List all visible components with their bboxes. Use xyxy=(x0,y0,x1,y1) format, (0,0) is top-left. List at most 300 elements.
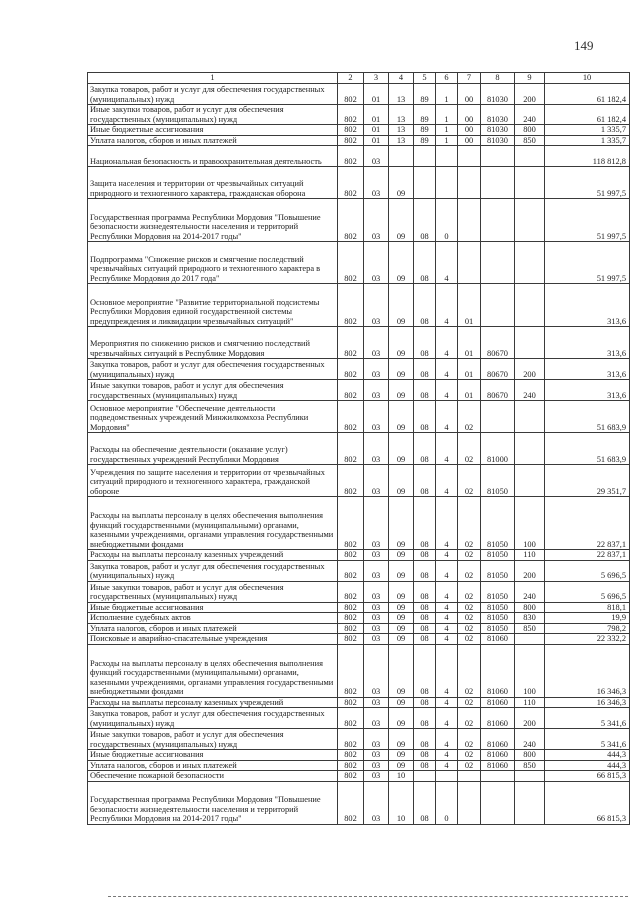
ministry-code: 802 xyxy=(338,560,364,581)
table-row xyxy=(88,771,630,782)
direction-code xyxy=(481,284,515,327)
amount: 19,9 xyxy=(545,613,630,624)
direction-code xyxy=(481,242,515,284)
program-code: 08 xyxy=(414,708,436,729)
subsection-code: 09 xyxy=(389,327,414,359)
table-row xyxy=(88,327,630,359)
table-row xyxy=(88,560,630,581)
amount: 313,6 xyxy=(545,284,630,327)
section-code: 03 xyxy=(364,781,389,824)
activity-code: 02 xyxy=(458,623,481,634)
activity-code: 02 xyxy=(458,760,481,771)
amount: 798,2 xyxy=(545,623,630,634)
subsection-code: 10 xyxy=(389,771,414,782)
subsection-code: 09 xyxy=(389,750,414,761)
activity-code: 02 xyxy=(458,708,481,729)
direction-code: 81060 xyxy=(481,644,515,697)
amount: 1 335,7 xyxy=(545,135,630,146)
subsection-code: 09 xyxy=(389,380,414,401)
table-row xyxy=(88,708,630,729)
expense-type-code: 200 xyxy=(515,708,545,729)
program-code: 08 xyxy=(414,613,436,624)
subsection-code: 09 xyxy=(389,433,414,465)
amount: 16 346,3 xyxy=(545,644,630,697)
direction-code: 81060 xyxy=(481,708,515,729)
row-name: Расходы на обеспечение деятельности (оказание услуг) государственных учреждений Республики Мордовия xyxy=(88,433,338,465)
row-name: Мероприятия по снижению рисков и смягчению последствий чрезвычайных ситуаций в Республике Мордовия xyxy=(88,327,338,359)
amount: 5 696,5 xyxy=(545,581,630,602)
program-code: 08 xyxy=(414,327,436,359)
section-code: 03 xyxy=(364,433,389,465)
ministry-code: 802 xyxy=(338,602,364,613)
table-row xyxy=(88,550,630,561)
table-row xyxy=(88,199,630,242)
activity-code xyxy=(458,771,481,782)
subsection-code: 10 xyxy=(389,781,414,824)
activity-code: 00 xyxy=(458,125,481,136)
table-row xyxy=(88,634,630,645)
ministry-code: 802 xyxy=(338,613,364,624)
table-row xyxy=(88,105,630,125)
subsection-code: 09 xyxy=(389,697,414,708)
amount: 29 351,7 xyxy=(545,465,630,497)
activity-code: 02 xyxy=(458,581,481,602)
table-row xyxy=(88,380,630,401)
activity-code: 02 xyxy=(458,433,481,465)
subprogram-code: 4 xyxy=(436,401,458,433)
row-name: Закупка товаров, работ и услуг для обеспечения государственных (муниципальных) нужд xyxy=(88,359,338,380)
table-row xyxy=(88,284,630,327)
direction-code: 81050 xyxy=(481,560,515,581)
activity-code xyxy=(458,781,481,824)
direction-code: 81030 xyxy=(481,84,515,105)
program-code: 08 xyxy=(414,199,436,242)
ministry-code: 802 xyxy=(338,242,364,284)
amount: 313,6 xyxy=(545,359,630,380)
section-code: 03 xyxy=(364,771,389,782)
table-row xyxy=(88,146,630,167)
col-header-direction: 8 xyxy=(481,73,515,84)
subsection-code: 09 xyxy=(389,560,414,581)
table-row xyxy=(88,125,630,136)
ministry-code: 802 xyxy=(338,708,364,729)
row-name: Иные закупки товаров, работ и услуг для обеспечения государственных (муниципальных) нужд xyxy=(88,581,338,602)
row-name: Иные закупки товаров, работ и услуг для обеспечения государственных (муниципальных) нужд xyxy=(88,380,338,401)
row-name: Уплата налогов, сборов и иных платежей xyxy=(88,760,338,771)
activity-code: 02 xyxy=(458,550,481,561)
section-code: 03 xyxy=(364,581,389,602)
program-code: 08 xyxy=(414,433,436,465)
direction-code: 81060 xyxy=(481,729,515,750)
direction-code xyxy=(481,167,515,199)
section-code: 01 xyxy=(364,84,389,105)
direction-code: 80670 xyxy=(481,327,515,359)
program-code: 08 xyxy=(414,242,436,284)
section-code: 03 xyxy=(364,550,389,561)
expense-type-code: 850 xyxy=(515,760,545,771)
subprogram-code xyxy=(436,771,458,782)
col-header-amount: 10 xyxy=(545,73,630,84)
expense-type-code xyxy=(515,771,545,782)
expense-type-code: 240 xyxy=(515,380,545,401)
ministry-code: 802 xyxy=(338,167,364,199)
row-name: Иные бюджетные ассигнования xyxy=(88,125,338,136)
expense-type-code: 200 xyxy=(515,560,545,581)
expense-type-code: 110 xyxy=(515,697,545,708)
subsection-code: 09 xyxy=(389,167,414,199)
program-code xyxy=(414,167,436,199)
subprogram-code: 4 xyxy=(436,602,458,613)
ministry-code: 802 xyxy=(338,550,364,561)
section-code: 03 xyxy=(364,708,389,729)
table-row xyxy=(88,623,630,634)
expense-type-code xyxy=(515,781,545,824)
direction-code: 81050 xyxy=(481,497,515,550)
table-row xyxy=(88,697,630,708)
direction-code: 81050 xyxy=(481,602,515,613)
table-row xyxy=(88,242,630,284)
table-row xyxy=(88,465,630,497)
row-name: Защита населения и территории от чрезвычайных ситуаций природного и техногенного характера, гражданская оборона xyxy=(88,167,338,199)
activity-code: 02 xyxy=(458,560,481,581)
row-name: Государственная программа Республики Мордовия "Повышение безопасности жизнедеятельности населения и территорий Республики Мордовия на 2014-2017 годы" xyxy=(88,199,338,242)
activity-code: 00 xyxy=(458,84,481,105)
budget-table xyxy=(87,72,630,825)
table-row xyxy=(88,401,630,433)
amount: 61 182,4 xyxy=(545,84,630,105)
activity-code: 01 xyxy=(458,359,481,380)
amount: 5 341,6 xyxy=(545,708,630,729)
row-name: Иные закупки товаров, работ и услуг для обеспечения государственных (муниципальных) нужд xyxy=(88,729,338,750)
ministry-code: 802 xyxy=(338,760,364,771)
subsection-code: 09 xyxy=(389,550,414,561)
amount: 313,6 xyxy=(545,327,630,359)
amount: 51 683,9 xyxy=(545,433,630,465)
row-name: Учреждения по защите населения и территории от чрезвычайных ситуаций природного и техногенного характера, гражданской обороне xyxy=(88,465,338,497)
subprogram-code: 4 xyxy=(436,560,458,581)
table-row xyxy=(88,497,630,550)
row-name: Расходы на выплаты персоналу казенных учреждений xyxy=(88,550,338,561)
ministry-code: 802 xyxy=(338,84,364,105)
table-row xyxy=(88,781,630,824)
amount: 66 815,3 xyxy=(545,781,630,824)
row-name: Иные бюджетные ассигнования xyxy=(88,602,338,613)
subsection-code: 09 xyxy=(389,613,414,624)
subsection-code: 13 xyxy=(389,84,414,105)
amount: 5 341,6 xyxy=(545,729,630,750)
program-code: 89 xyxy=(414,84,436,105)
program-code: 08 xyxy=(414,729,436,750)
table-row xyxy=(88,359,630,380)
subsection-code: 09 xyxy=(389,708,414,729)
section-code: 03 xyxy=(364,634,389,645)
subsection-code: 09 xyxy=(389,760,414,771)
amount: 22 837,1 xyxy=(545,550,630,561)
subsection-code: 09 xyxy=(389,465,414,497)
subprogram-code: 4 xyxy=(436,327,458,359)
table-body xyxy=(88,84,630,825)
section-code: 03 xyxy=(364,750,389,761)
subprogram-code: 1 xyxy=(436,125,458,136)
ministry-code: 802 xyxy=(338,135,364,146)
expense-type-code: 850 xyxy=(515,623,545,634)
direction-code: 81060 xyxy=(481,760,515,771)
section-code: 03 xyxy=(364,644,389,697)
subsection-code: 13 xyxy=(389,125,414,136)
ministry-code: 802 xyxy=(338,781,364,824)
amount: 51 997,5 xyxy=(545,167,630,199)
expense-type-code: 240 xyxy=(515,105,545,125)
direction-code xyxy=(481,146,515,167)
direction-code xyxy=(481,771,515,782)
activity-code xyxy=(458,167,481,199)
section-code: 03 xyxy=(364,146,389,167)
row-name: Иные закупки товаров, работ и услуг для обеспечения государственных (муниципальных) нужд xyxy=(88,105,338,125)
direction-code: 81060 xyxy=(481,697,515,708)
direction-code xyxy=(481,401,515,433)
subsection-code: 09 xyxy=(389,623,414,634)
subprogram-code: 1 xyxy=(436,135,458,146)
expense-type-code: 240 xyxy=(515,729,545,750)
subsection-code: 13 xyxy=(389,135,414,146)
ministry-code: 802 xyxy=(338,359,364,380)
col-header-subsection: 4 xyxy=(389,73,414,84)
table-row xyxy=(88,760,630,771)
program-code: 08 xyxy=(414,602,436,613)
program-code xyxy=(414,146,436,167)
expense-type-code xyxy=(515,167,545,199)
ministry-code: 802 xyxy=(338,284,364,327)
activity-code: 02 xyxy=(458,697,481,708)
col-header-section: 3 xyxy=(364,73,389,84)
program-code: 08 xyxy=(414,560,436,581)
amount: 444,3 xyxy=(545,750,630,761)
subprogram-code: 4 xyxy=(436,634,458,645)
activity-code xyxy=(458,242,481,284)
row-name: Уплата налогов, сборов и иных платежей xyxy=(88,135,338,146)
activity-code: 00 xyxy=(458,105,481,125)
section-code: 03 xyxy=(364,242,389,284)
direction-code xyxy=(481,781,515,824)
ministry-code: 802 xyxy=(338,105,364,125)
subprogram-code: 4 xyxy=(436,760,458,771)
section-code: 01 xyxy=(364,125,389,136)
page-number: 149 xyxy=(574,38,594,53)
ministry-code: 802 xyxy=(338,771,364,782)
subprogram-code: 4 xyxy=(436,284,458,327)
activity-code: 01 xyxy=(458,284,481,327)
ministry-code: 802 xyxy=(338,327,364,359)
expense-type-code: 110 xyxy=(515,550,545,561)
expense-type-code: 830 xyxy=(515,613,545,624)
subprogram-code xyxy=(436,146,458,167)
amount: 118 812,8 xyxy=(545,146,630,167)
amount: 818,1 xyxy=(545,602,630,613)
direction-code: 81050 xyxy=(481,623,515,634)
direction-code: 80670 xyxy=(481,359,515,380)
subsection-code xyxy=(389,146,414,167)
row-name: Закупка товаров, работ и услуг для обеспечения государственных (муниципальных) нужд xyxy=(88,560,338,581)
col-header-ministry: 2 xyxy=(338,73,364,84)
row-name: Основное мероприятие "Развитие территориальной подсистемы Республики Мордовия единой государственной системы предупреждения и ликвидации чрезвычайных ситуаций" xyxy=(88,284,338,327)
header-row xyxy=(88,73,630,84)
amount: 22 837,1 xyxy=(545,497,630,550)
expense-type-code: 800 xyxy=(515,125,545,136)
subsection-code: 09 xyxy=(389,634,414,645)
section-code: 03 xyxy=(364,560,389,581)
program-code: 08 xyxy=(414,760,436,771)
direction-code: 81030 xyxy=(481,125,515,136)
activity-code: 01 xyxy=(458,380,481,401)
expense-type-code: 100 xyxy=(515,497,545,550)
ministry-code: 802 xyxy=(338,644,364,697)
col-header-expense-type: 9 xyxy=(515,73,545,84)
ministry-code: 802 xyxy=(338,581,364,602)
row-name: Расходы на выплаты персоналу казенных учреждений xyxy=(88,697,338,708)
expense-type-code xyxy=(515,465,545,497)
direction-code: 81050 xyxy=(481,550,515,561)
program-code: 08 xyxy=(414,781,436,824)
ministry-code: 802 xyxy=(338,146,364,167)
direction-code: 81060 xyxy=(481,750,515,761)
expense-type-code: 800 xyxy=(515,602,545,613)
amount: 51 683,9 xyxy=(545,401,630,433)
expense-type-code: 800 xyxy=(515,750,545,761)
subprogram-code: 4 xyxy=(436,242,458,284)
amount: 66 815,3 xyxy=(545,771,630,782)
direction-code: 81060 xyxy=(481,634,515,645)
row-name: Государственная программа Республики Мордовия "Повышение безопасности жизнедеятельности населения и территорий Республики Мордовия на 2014-2017 годы" xyxy=(88,781,338,824)
amount: 313,6 xyxy=(545,380,630,401)
program-code: 89 xyxy=(414,125,436,136)
subsection-code: 09 xyxy=(389,401,414,433)
expense-type-code: 200 xyxy=(515,359,545,380)
ministry-code: 802 xyxy=(338,433,364,465)
activity-code: 02 xyxy=(458,465,481,497)
program-code: 08 xyxy=(414,497,436,550)
col-header-subprogram: 6 xyxy=(436,73,458,84)
program-code xyxy=(414,771,436,782)
section-code: 03 xyxy=(364,359,389,380)
table-row xyxy=(88,613,630,624)
amount: 61 182,4 xyxy=(545,105,630,125)
ministry-code: 802 xyxy=(338,199,364,242)
expense-type-code: 100 xyxy=(515,644,545,697)
activity-code: 02 xyxy=(458,750,481,761)
subsection-code: 09 xyxy=(389,284,414,327)
ministry-code: 802 xyxy=(338,634,364,645)
direction-code xyxy=(481,199,515,242)
subprogram-code: 4 xyxy=(436,550,458,561)
subprogram-code: 0 xyxy=(436,199,458,242)
expense-type-code xyxy=(515,146,545,167)
subprogram-code: 4 xyxy=(436,750,458,761)
amount: 5 696,5 xyxy=(545,560,630,581)
table-row xyxy=(88,729,630,750)
row-name: Поисковые и аварийно-спасательные учреждения xyxy=(88,634,338,645)
amount: 1 335,7 xyxy=(545,125,630,136)
expense-type-code: 850 xyxy=(515,135,545,146)
activity-code: 02 xyxy=(458,613,481,624)
expense-type-code xyxy=(515,242,545,284)
direction-code: 81030 xyxy=(481,135,515,146)
subprogram-code: 4 xyxy=(436,729,458,750)
amount: 22 332,2 xyxy=(545,634,630,645)
subsection-code: 09 xyxy=(389,497,414,550)
subsection-code: 09 xyxy=(389,602,414,613)
subprogram-code: 4 xyxy=(436,433,458,465)
activity-code: 02 xyxy=(458,729,481,750)
program-code: 08 xyxy=(414,359,436,380)
program-code: 08 xyxy=(414,380,436,401)
program-code: 08 xyxy=(414,644,436,697)
direction-code: 81000 xyxy=(481,433,515,465)
table-row xyxy=(88,167,630,199)
section-code: 01 xyxy=(364,135,389,146)
section-code: 03 xyxy=(364,327,389,359)
subprogram-code: 1 xyxy=(436,84,458,105)
subprogram-code: 4 xyxy=(436,708,458,729)
subprogram-code: 4 xyxy=(436,697,458,708)
subsection-code: 09 xyxy=(389,644,414,697)
subprogram-code: 4 xyxy=(436,380,458,401)
activity-code xyxy=(458,146,481,167)
program-code: 08 xyxy=(414,634,436,645)
subprogram-code: 4 xyxy=(436,581,458,602)
ministry-code: 802 xyxy=(338,697,364,708)
table-row xyxy=(88,135,630,146)
program-code: 08 xyxy=(414,465,436,497)
ministry-code: 802 xyxy=(338,729,364,750)
program-code: 08 xyxy=(414,284,436,327)
amount: 444,3 xyxy=(545,760,630,771)
program-code: 08 xyxy=(414,623,436,634)
program-code: 89 xyxy=(414,105,436,125)
table-row xyxy=(88,84,630,105)
direction-code: 81050 xyxy=(481,465,515,497)
section-code: 03 xyxy=(364,199,389,242)
subsection-code: 13 xyxy=(389,105,414,125)
expense-type-code xyxy=(515,327,545,359)
subprogram-code: 4 xyxy=(436,613,458,624)
expense-type-code xyxy=(515,401,545,433)
section-code: 03 xyxy=(364,167,389,199)
subprogram-code: 4 xyxy=(436,465,458,497)
ministry-code: 802 xyxy=(338,380,364,401)
table-row xyxy=(88,602,630,613)
direction-code: 81050 xyxy=(481,613,515,624)
table-row xyxy=(88,750,630,761)
ministry-code: 802 xyxy=(338,465,364,497)
row-name: Основное мероприятие "Обеспечение деятельности подведомственных учреждений Минжилкомхоза Республики Мордовия" xyxy=(88,401,338,433)
activity-code: 02 xyxy=(458,401,481,433)
program-code: 89 xyxy=(414,135,436,146)
expense-type-code xyxy=(515,199,545,242)
ministry-code: 802 xyxy=(338,125,364,136)
row-name: Уплата налогов, сборов и иных платежей xyxy=(88,623,338,634)
activity-code: 01 xyxy=(458,327,481,359)
program-code: 08 xyxy=(414,550,436,561)
program-code: 08 xyxy=(414,401,436,433)
activity-code: 02 xyxy=(458,644,481,697)
subprogram-code xyxy=(436,167,458,199)
amount: 51 997,5 xyxy=(545,242,630,284)
direction-code: 81030 xyxy=(481,105,515,125)
subsection-code: 09 xyxy=(389,581,414,602)
ministry-code: 802 xyxy=(338,623,364,634)
row-name: Иные бюджетные ассигнования xyxy=(88,750,338,761)
direction-code: 81050 xyxy=(481,581,515,602)
